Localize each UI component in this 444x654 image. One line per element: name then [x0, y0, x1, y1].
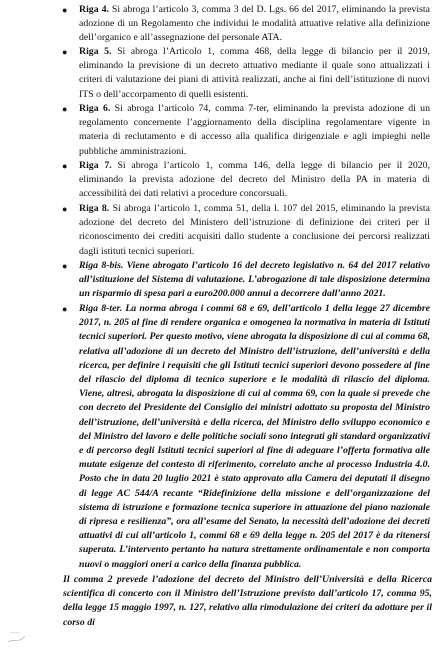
- item-label: Riga 5.: [79, 46, 112, 57]
- item-text: Si abroga l’articolo 3, comma 3 del D. Lgs. 66 del 2017, eliminando la prevista adozione di un Regolamento che individui le modalità attuative relative alla definizione dell’organico e all’assegnazione del personale ATA.: [79, 4, 430, 44]
- item-label: Riga 6.: [79, 103, 111, 114]
- list-item-riga-6: [0, 102, 444, 159]
- handwritten-mark-icon: [5, 628, 31, 648]
- list-item-riga-8: [0, 202, 444, 259]
- list-item-riga-4: [0, 3, 444, 46]
- bullet-icon: ●: [62, 161, 68, 171]
- bullet-icon: ●: [62, 204, 68, 214]
- list-item-riga-5: [0, 45, 444, 102]
- bullet-icon: ●: [62, 304, 68, 314]
- bullet-icon: ●: [62, 104, 68, 114]
- item-text: La norma abroga i commi 68 e 69, dell’articolo 1 della legge 27 dicembre 2017, n. 205 al fine di rendere organica e omogenea la normativa in materia di Istituti tecnici superiori. Per questo motivo, viene abrogata la disposizione di cui al comma 68, relativa all’adozione di un decreto del Ministro dell’istruzione, dell’università e della ricerca, per definire i requisiti che gli Istituti tecnici superiori devono possedere al fine del rilascio del diploma di tecnico superiore e le modalità di rilascio del diploma. Viene, altresì, abrogata la disposizione di cui al comma 69, con la quale si prevede che con decreto del Presidente del Consiglio dei ministri adottato su proposta del Ministro dell’istruzione, dell’università e della ricerca, del Ministro dello sviluppo economico e del Ministro del lavoro e delle politiche sociali sono integrati gli standard organizzativi e di percorso degli Istituti tecnici superiori al fine di adeguare l’offerta formativa alle mutate esigenze del contesto di riferimento, correlato anche al processo Industria 4.0. Posto che in data 20 luglio 2021 è stato approvato alla Camera dei deputati il disegno di legge AC 544/A recante “Ridefinizione della missione e dell’organizzazione del sistema di istruzione e formazione tecnica superiore in attuazione del piano nazionale di ripresa e resilienza”, ora all’esame del Senato, la necessità dell’adozione dei decreti attuativi di cui all’articolo 1, commi 68 e 69 della legge n. 205 del 2017 è da ritenersi superata. L’intervento pertanto ha natura strettamente ordinamentale e non comporta nuovi o maggiori oneri a carico della finanza pubblica.: [79, 303, 430, 570]
- item-label: Riga 4.: [79, 4, 109, 15]
- item-text: Si abroga l’articolo 1, comma 146, della legge di bilancio per il 2020, eliminando la prevista adozione del decreto del Ministro della PA in materia di accessibilità dei dati relativi a procedure concorsuali.: [79, 160, 430, 200]
- closing-paragraph: Il comma 2 prevede l’adozione del decreto del Ministro dell’Università e della Ricerca scientifica di concerto con il Ministro dell’Istruzione previsto dall’articolo 17, comma 95, della legge 15 maggio 1997, n. 127, relativo alla rimodulazione dei criteri da adottare per il corso di: [63, 574, 432, 628]
- item-text: Si abroga l’articolo 74, comma 7-ter, eliminando la prevista adozione di un regolamento concernente l’aggiornamento della disciplina regolamentare vigente in materia di reclutamento e di accesso alla qualifica dirigenziale e agli impieghi nelle pubbliche amministrazioni.: [79, 103, 430, 157]
- bullet-icon: ●: [62, 261, 68, 271]
- list-item-riga-7: [0, 159, 444, 202]
- item-label: Riga 7.: [79, 160, 112, 171]
- item-text: Si abroga l’articolo 1, comma 51, della l. 107 del 2015, eliminando la prevista adozione del decreto del Ministero dell’istruzione di definizione dei criteri per il riconoscimento dei crediti acquisiti dallo studente a conclusione dei percorsi realizzati dagli istituti tecnici superiori.: [79, 203, 430, 257]
- item-label: Riga 8-bis.: [79, 260, 124, 271]
- list-item-riga-8-ter: [0, 302, 444, 572]
- item-label: Riga 8-ter.: [79, 303, 123, 314]
- bullet-icon: ●: [62, 5, 68, 15]
- item-label: Riga 8.: [79, 203, 110, 214]
- item-text: Viene abrogato l’articolo 16 del decreto legislativo n. 64 del 2017 relativo all’istituzione del Sistema di valutazione. L’abrogazione di tale disposizione determina un risparmio di spesa pari a euro200.000 annui a decorrere dall’anno 2021.: [79, 260, 430, 300]
- item-text: Si abroga l’Articolo 1, comma 468, della legge di bilancio per il 2019, eliminando la previsione di un decreto attuativo mediante il quale sono attualizzati i criteri di valutazione dei piani di attività realizzati, anche ai fini dell’istituzione di nuovi ITS o dell’accorpamento di quelli esistenti.: [79, 46, 430, 100]
- list-item-riga-8-bis: [0, 259, 444, 302]
- bullet-icon: ●: [62, 47, 68, 57]
